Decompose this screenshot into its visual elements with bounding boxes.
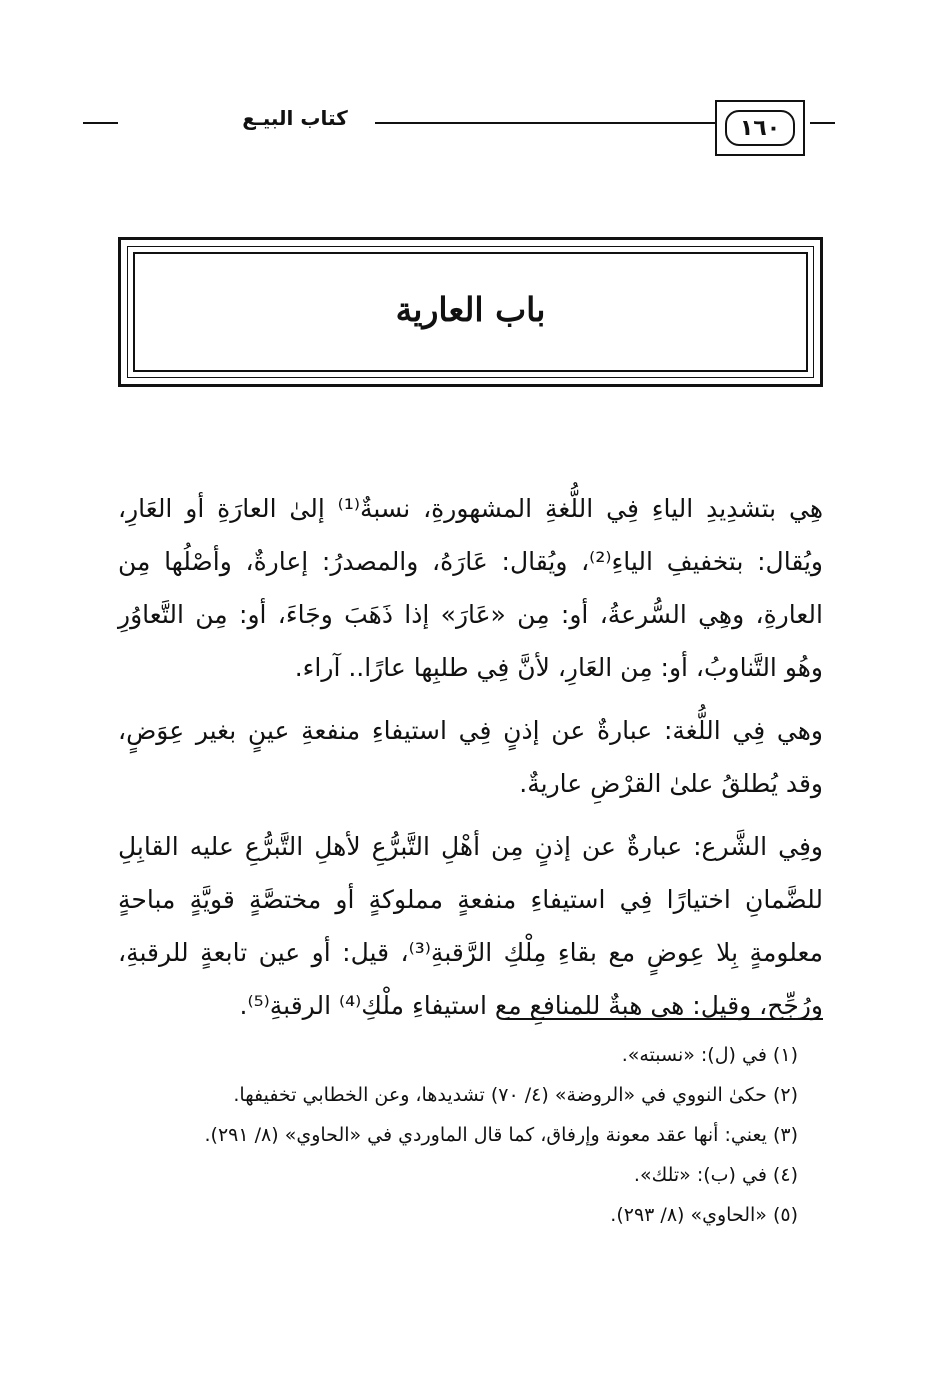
running-header: [75, 92, 835, 158]
paragraph-linguistic-definition: وهي فِي اللُّغة: عبارةٌ عن إذنٍ فِي استيفاءِ منفعةِ عينٍ بغير عِوَضٍ، وقد يُطلقُ علىٰ القرْضِ عاريةٌ.: [118, 716, 823, 798]
footnotes: [118, 1035, 798, 1235]
footnote: (١) في (ل): «نسبته».: [621, 1044, 798, 1066]
footnote: (٢) حكىٰ النووي في «الروضة» (٤/ ٧٠) تشديدها، وعن الخطابي تخفيفها.: [233, 1084, 798, 1106]
paragraph-linguistic-origin: هِي بتشدِيدِ الياءِ فِي اللُّغةِ المشهورةِ، نسبةٌ⁽¹⁾ إلىٰ العارَةِ أو العَارِ، ويُقال: بتخفيفِ الياءِ⁽²⁾، ويُقال: عَارَهُ، والمصدرُ: إعارةٌ، وأصْلُها مِن العارةِ، وهِي السُّرعةُ، أو: مِن «عَارَ» إذا ذَهَبَ وجَاءَ، أو: مِن التَّعاوُرِ وهُو التَّناوبُ، أو: مِن العَارِ، لأنَّ فِي طلبِها عارًا.. آراء.: [118, 494, 824, 682]
chapter-title: باب العارية: [395, 290, 546, 329]
page-number-box: [715, 100, 805, 156]
footnote: (٤) في (ب): «تلك».: [633, 1164, 798, 1186]
header-rule-middle: [375, 122, 760, 124]
footnote-separator: [505, 1018, 823, 1020]
book-title: كتاب البيـع: [242, 106, 348, 130]
header-rule-right: [810, 122, 835, 124]
main-text: [118, 482, 823, 1042]
header-rule-left: [83, 122, 118, 124]
chapter-title-frame: [118, 237, 823, 387]
footnote: (٥) «الحاوي» (٨/ ٢٩٣).: [610, 1204, 798, 1226]
paragraph-legal-definition: وفِي الشَّرع: عبارةٌ عن إذنٍ مِن أهْلِ التَّبرُّعِ لأهلِ التَّبرُّعِ عليه القابِلِ للضَّمانِ اختيارًا فِي استيفاءِ منفعةٍ مملوكةٍ أو مختصَّةٍ قويَّةٍ مباحةٍ معلومةٍ بِلا عِوضٍ مع بقاءِ مِلْكِ الرَّقبةِ⁽³⁾، قيل: أو عين تابعةٍ للرقبةِ، ورُجِّح، وقيل: هي هبةٌ للمنافعِ مع استيفاءِ ملْكِ⁽⁴⁾ الرقبةِ⁽⁵⁾.: [118, 832, 823, 1020]
page-number: ١٦٠: [725, 110, 795, 146]
footnote: (٣) يعني: أنها عقد معونة وإرفاق، كما قال الماوردي في «الحاوي» (٨/ ٢٩١).: [204, 1124, 798, 1146]
